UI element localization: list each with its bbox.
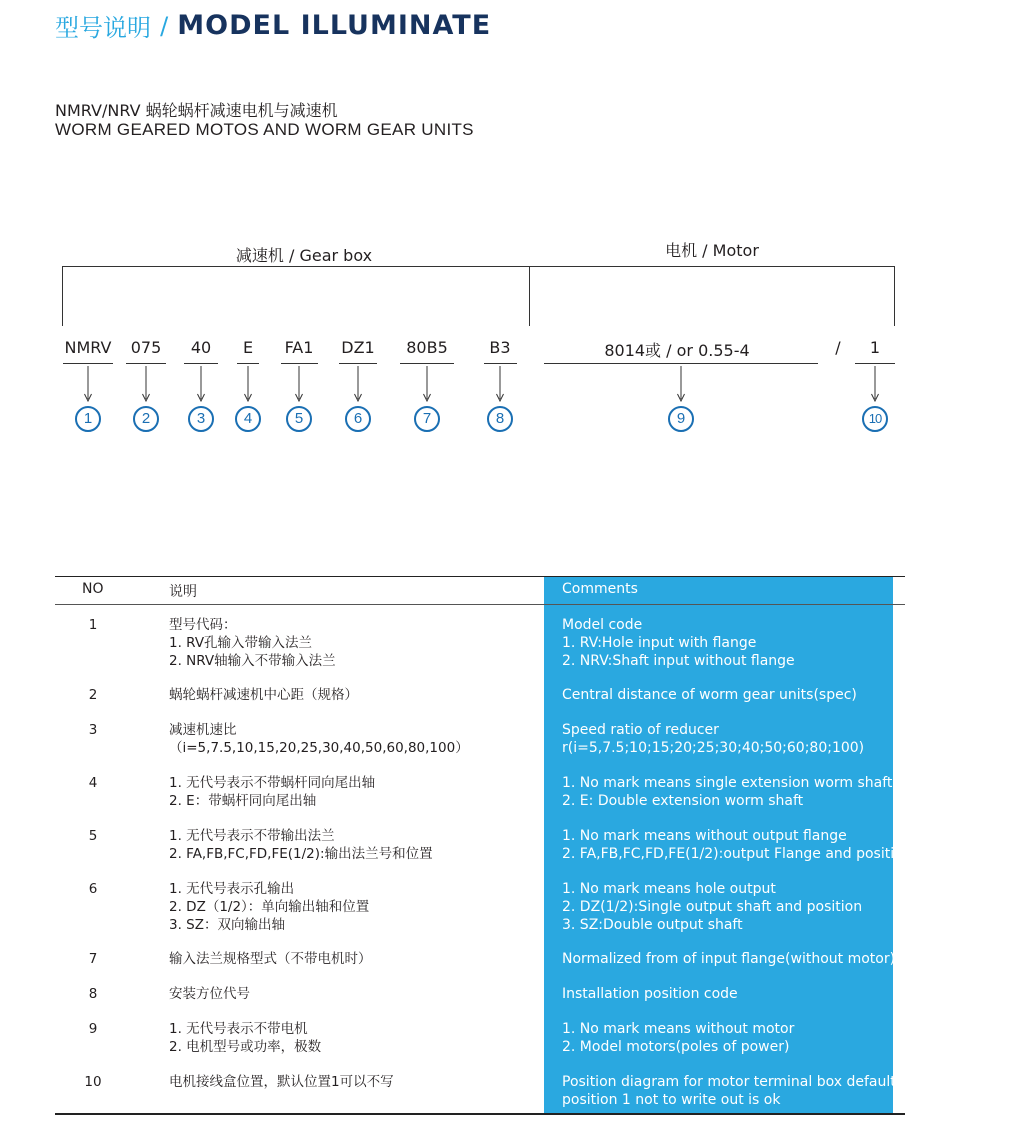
code-ratio: 40: [190, 338, 212, 357]
code-terminal-box: 1: [869, 338, 881, 357]
row-number: 6: [88, 881, 98, 897]
row-description: 1. 无代号表示不带输出法兰 2. FA,FB,FC,FD,FE(1/2):输出法兰号和位置: [169, 828, 433, 862]
down-arrow-icon: [141, 366, 151, 402]
circled-number: 9: [668, 406, 694, 432]
down-arrow-icon: [422, 366, 432, 402]
row-description: 型号代码： 1. RV孔输入带输入法兰 2. NRV轴输入不带输入法兰: [169, 617, 336, 669]
gearbox-label: 减速机 / Gear box: [235, 246, 373, 265]
down-arrow-icon: [243, 366, 253, 402]
code-underline: [126, 363, 166, 364]
title-en: MODEL ILLUMINATE: [177, 10, 492, 41]
row-comment: Model code 1. RV:Hole input with flange 2. NRV:Shaft input without flange: [562, 617, 795, 669]
row-description: 电机接线盒位置，默认位置1可以不写: [169, 1074, 394, 1090]
code-mounting: B3: [489, 338, 511, 357]
row-description: 1. 无代号表示孔输出 2. DZ（1/2）：单向输出轴和位置 3. SZ：双向输出轴: [169, 881, 370, 933]
circled-number: 4: [235, 406, 261, 432]
code-size: 075: [130, 338, 162, 357]
row-comment: 1. No mark means without motor 2. Model motors(poles of power): [562, 1021, 795, 1055]
subtitle-cn: NMRV/NRV 蜗轮蜗杆减速电机与减速机: [55, 101, 338, 120]
code-underline: [237, 363, 259, 364]
code-underline: [339, 363, 377, 364]
row-description: 1. 无代号表示不带蜗杆同向尾出轴 2. E：带蜗杆同向尾出轴: [169, 775, 376, 809]
code-underline: [544, 363, 818, 364]
down-arrow-icon: [353, 366, 363, 402]
row-description: 蜗轮蜗杆减速机中心距（规格）: [169, 687, 358, 703]
circled-number: 8: [487, 406, 513, 432]
row-number: 5: [88, 828, 98, 844]
code-input-flange: 80B5: [406, 338, 448, 357]
down-arrow-icon: [83, 366, 93, 402]
row-number: 7: [88, 951, 98, 967]
circled-number: 3: [188, 406, 214, 432]
table-header-rule: [55, 604, 905, 605]
code-underline: [281, 363, 318, 364]
column-header-description: 说明: [169, 584, 197, 600]
circled-number: 5: [286, 406, 312, 432]
row-description: 输入法兰规格型式（不带电机时）: [169, 951, 372, 967]
circled-number: 7: [414, 406, 440, 432]
row-comment: Central distance of worm gear units(spec): [562, 687, 857, 703]
code-output-shaft: DZ1: [341, 338, 375, 357]
bracket-right-line: [894, 266, 895, 326]
down-arrow-icon: [676, 366, 686, 402]
code-motor: 8014或 / or 0.55-4: [604, 341, 750, 360]
code-underline: [184, 363, 218, 364]
title-separator: /: [160, 11, 169, 40]
row-comment: Speed ratio of reducer r(i=5,7.5;10;15;20;25;30;40;50;60;80;100): [562, 722, 865, 756]
row-comment: Normalized from of input flange(without motor): [562, 951, 896, 967]
code-separator: /: [835, 338, 841, 357]
code-underline: [855, 363, 895, 364]
row-comment: 1. No mark means single extension worm shaft 2. E: Double extension worm shaft: [562, 775, 893, 809]
code-worm-shaft: E: [242, 338, 254, 357]
down-arrow-icon: [196, 366, 206, 402]
page-title: [55, 8, 491, 44]
down-arrow-icon: [870, 366, 880, 402]
motor-label: 电机 / Motor: [665, 241, 759, 260]
row-description: 减速机速比 （i=5,7.5,10,15,20,25,30,40,50,60,80,100）: [169, 722, 469, 756]
row-number: 10: [84, 1074, 102, 1090]
row-number: 4: [88, 775, 98, 791]
down-arrow-icon: [495, 366, 505, 402]
row-comment: Position diagram for motor terminal box default position 1 not to write out is ok: [562, 1074, 896, 1108]
row-comment: 1. No mark means without output flange 2. FA,FB,FC,FD,FE(1/2):output Flange and position: [562, 828, 912, 862]
row-description: 1. 无代号表示不带电机 2. 电机型号或功率，极数: [169, 1021, 322, 1055]
code-nmrv: NMRV: [64, 338, 112, 357]
circled-number: 10: [862, 406, 888, 432]
row-number: 3: [88, 722, 98, 738]
down-arrow-icon: [294, 366, 304, 402]
circled-number: 6: [345, 406, 371, 432]
bracket-divider-line: [529, 266, 530, 326]
row-comment: Installation position code: [562, 986, 738, 1002]
table-bottom-rule: [55, 1113, 905, 1115]
row-comment: 1. No mark means hole output 2. DZ(1/2):Single output shaft and position 3. SZ:Double output shaft: [562, 881, 863, 933]
bracket-top-line: [62, 266, 894, 267]
row-number: 2: [88, 687, 98, 703]
code-underline: [484, 363, 517, 364]
circled-number: 1: [75, 406, 101, 432]
bracket-left-line: [62, 266, 63, 326]
code-underline: [63, 363, 113, 364]
row-number: 1: [88, 617, 98, 633]
circled-number: 2: [133, 406, 159, 432]
title-cn: 型号说明: [55, 14, 151, 42]
row-description: 安装方位代号: [169, 986, 250, 1002]
row-number: 8: [88, 986, 98, 1002]
code-underline: [400, 363, 454, 364]
subtitle-en: WORM GEARED MOTOS AND WORM GEAR UNITS: [55, 120, 474, 139]
column-header-no: NO: [82, 581, 104, 597]
code-flange: FA1: [284, 338, 314, 357]
column-header-comments: Comments: [562, 581, 638, 597]
table-top-rule: [55, 576, 905, 577]
row-number: 9: [88, 1021, 98, 1037]
